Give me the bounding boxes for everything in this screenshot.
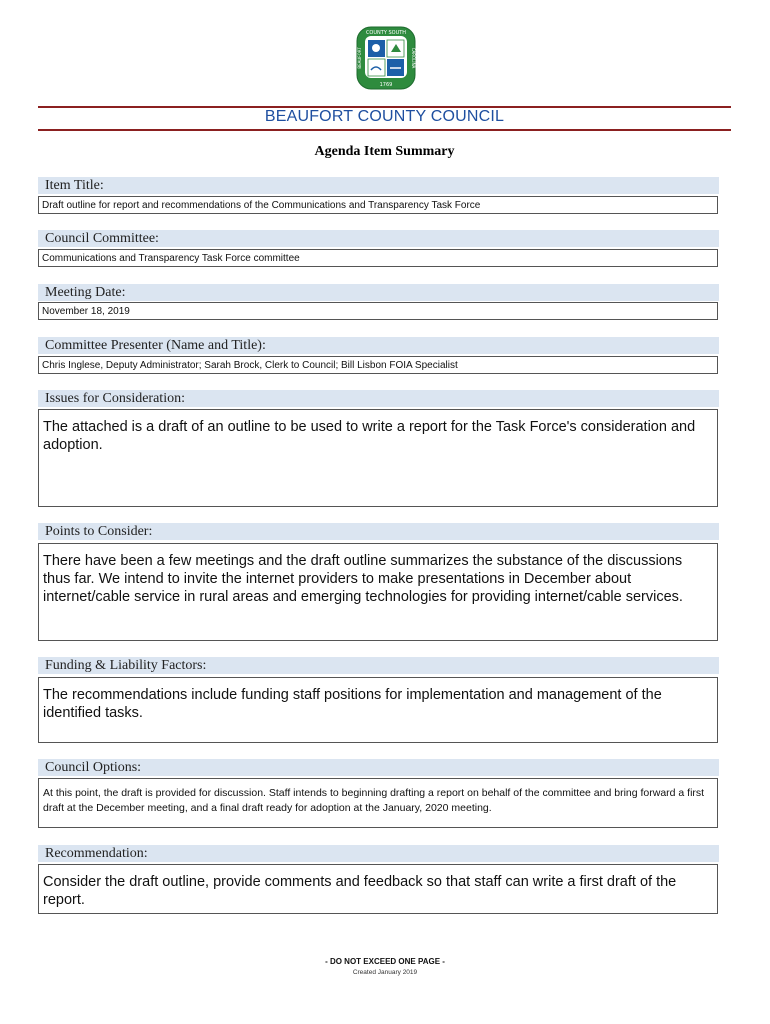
svg-text:1769: 1769 [379, 82, 393, 88]
svg-text:BEAUFORT: BEAUFORT [357, 47, 362, 69]
issues-label: Issues for Consideration: [38, 390, 719, 407]
presenter-field[interactable]: Chris Inglese, Deputy Administrator; Sarah Brock, Clerk to Council; Bill Lisbon FOIA Specialist [38, 356, 718, 374]
options-label: Council Options: [38, 759, 719, 776]
council-committee-label: Council Committee: [38, 230, 719, 247]
page-limit-notice: - DO NOT EXCEED ONE PAGE - [325, 957, 445, 966]
page-title: Agenda Item Summary [314, 144, 455, 159]
recommendation-label: Recommendation: [38, 845, 719, 862]
svg-text:CAROLINA: CAROLINA [411, 47, 416, 69]
funding-field[interactable]: The recommendations include funding staff positions for implementation and management of the identified tasks. [38, 677, 718, 743]
county-seal-logo [356, 26, 416, 90]
options-field[interactable]: At this point, the draft is provided for discussion. Staff intends to beginning drafting a report on behalf of the committee and bring forward a first draft at the December meeting, and a final draft ready for adoption at the January, 2020 meeting. [38, 778, 718, 828]
recommendation-field[interactable]: Consider the draft outline, provide comments and feedback so that staff can write a first draft of the report. [38, 864, 718, 914]
meeting-date-field[interactable]: November 18, 2019 [38, 302, 718, 320]
header-bottom-rule [38, 129, 731, 131]
svg-text:COUNTY SOUTH: COUNTY SOUTH [365, 30, 407, 36]
created-date: Created January 2019 [352, 969, 418, 976]
points-label: Points to Consider: [38, 523, 719, 540]
issues-field[interactable]: The attached is a draft of an outline to be used to write a report for the Task Force's consideration and adoption. [38, 409, 718, 507]
points-field[interactable]: There have been a few meetings and the draft outline summarizes the substance of the discussions thus far. We intend to invite the internet providers to make presentations in December about internet/cable service in rural areas and emerging technologies for providing internet/cable services. [38, 543, 718, 641]
funding-label: Funding & Liability Factors: [38, 657, 719, 674]
item-title-field[interactable]: Draft outline for report and recommendations of the Communications and Transparency Task Force [38, 196, 718, 214]
meeting-date-label: Meeting Date: [38, 284, 719, 301]
council-committee-field[interactable]: Communications and Transparency Task Force committee [38, 249, 718, 267]
item-title-label: Item Title: [38, 177, 719, 194]
council-name: BEAUFORT COUNTY COUNCIL [264, 108, 505, 125]
presenter-label: Committee Presenter (Name and Title): [38, 337, 719, 354]
